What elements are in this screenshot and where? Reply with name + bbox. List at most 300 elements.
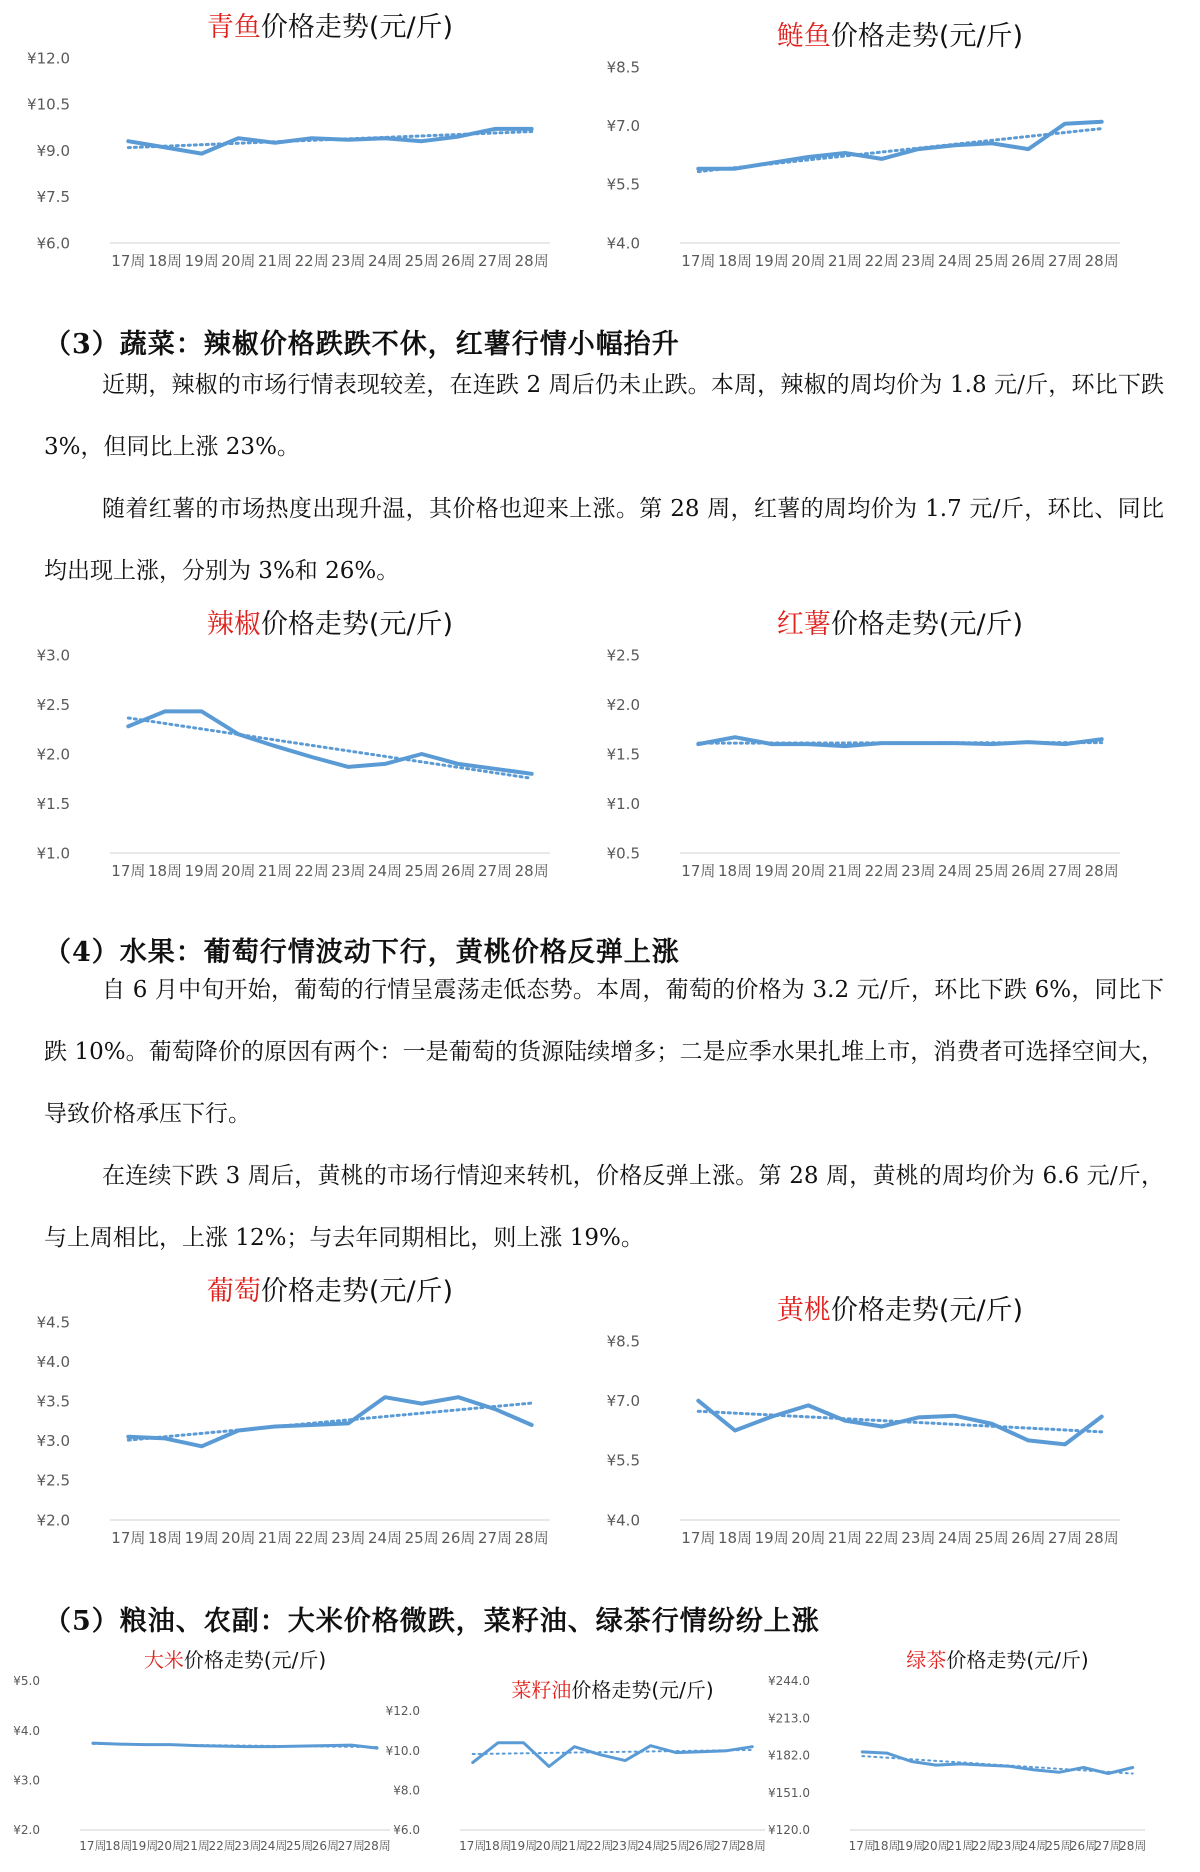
price-point: [325, 1745, 326, 1746]
x-tick-label: 19周: [184, 252, 219, 270]
x-tick-label: 24周: [367, 252, 403, 270]
x-tick-label: 18周: [717, 252, 753, 270]
x-tick-label: 24周: [636, 1839, 665, 1853]
x-tick-label: 23周: [901, 862, 936, 880]
price-point: [698, 168, 699, 169]
x-tick-label: 26周: [311, 1839, 340, 1853]
chart-lianyu-price: [606, 0, 1195, 285]
price-series-line: [698, 737, 1101, 746]
price-point: [1132, 1767, 1133, 1768]
y-tick-label: ¥4.5: [36, 1313, 70, 1332]
price-point: [238, 138, 239, 139]
y-tick-label: ¥5.0: [13, 1674, 40, 1689]
x-tick-label: 26周: [1069, 1839, 1098, 1853]
price-point: [771, 1416, 772, 1417]
chart-green-tea-price: [768, 1645, 1200, 1872]
y-tick-label: ¥244.0: [768, 1674, 810, 1689]
price-point: [165, 1438, 166, 1439]
x-tick-label: 21周: [946, 1839, 975, 1853]
price-point: [201, 711, 202, 712]
y-tick-label: ¥12.0: [27, 49, 70, 68]
y-tick-label: ¥120.0: [768, 1823, 810, 1838]
x-tick-label: 28周: [514, 252, 549, 270]
chart-title: [144, 1648, 326, 1672]
y-tick-label: ¥8.5: [606, 1332, 640, 1351]
x-tick-label: 19周: [509, 1839, 538, 1853]
chart-title-highlight: 大米: [143, 1648, 184, 1672]
x-tick-label: 21周: [257, 1529, 293, 1547]
price-point: [991, 744, 992, 745]
chart-title-highlight: 葡萄: [206, 1276, 261, 1307]
x-tick-label: 22周: [971, 1839, 999, 1853]
x-tick-label: 17周: [111, 1529, 146, 1547]
section-5-heading: （5）粮油、农副：大米价格微跌，菜籽油、绿茶行情纷纷上涨: [44, 1606, 820, 1638]
x-tick-label: 25周: [404, 862, 439, 880]
x-tick-label: 23周: [331, 1529, 366, 1547]
x-tick-label: 22周: [586, 1839, 614, 1853]
x-tick-label: 20周: [221, 862, 256, 880]
price-point: [845, 1420, 846, 1421]
price-point: [421, 141, 422, 142]
price-point: [348, 139, 349, 140]
y-tick-label: ¥7.5: [36, 188, 70, 206]
chart-title: [207, 12, 453, 43]
price-point: [1101, 121, 1102, 122]
price-point: [128, 1436, 129, 1437]
x-tick-label: 27周: [477, 252, 513, 270]
x-tick-label: 23周: [234, 1839, 262, 1853]
price-point: [351, 1745, 352, 1746]
x-tick-label: 22周: [864, 252, 899, 270]
x-tick-label: 27周: [1094, 1839, 1122, 1853]
price-point: [1065, 744, 1066, 745]
chart-title-rest: 价格走势(元/斤): [260, 609, 454, 640]
x-tick-label: 27周: [337, 1839, 365, 1853]
price-point: [201, 153, 202, 154]
x-tick-label: 19周: [184, 862, 219, 880]
y-tick-label: ¥3.0: [36, 1432, 70, 1451]
chart-rice-price: [0, 1645, 400, 1872]
y-tick-label: ¥1.5: [36, 794, 70, 813]
x-tick-label: 19周: [184, 1529, 219, 1547]
y-tick-label: ¥10.0: [385, 1743, 420, 1758]
chart-title: [511, 1678, 713, 1702]
x-tick-label: 17周: [681, 252, 716, 270]
price-point: [165, 147, 166, 148]
y-tick-label: ¥1.0: [606, 794, 640, 813]
y-tick-label: ¥6.0: [393, 1823, 420, 1838]
chart-title-highlight: 绿茶: [906, 1648, 947, 1672]
x-tick-label: 25周: [404, 1529, 439, 1547]
price-point: [170, 1744, 171, 1745]
x-tick-label: 20周: [791, 252, 826, 270]
x-tick-label: 27周: [1047, 252, 1083, 270]
price-point: [881, 1426, 882, 1427]
x-tick-label: 18周: [717, 862, 753, 880]
x-tick-label: 23周: [996, 1839, 1024, 1853]
y-tick-label: ¥2.5: [606, 646, 640, 665]
price-point: [92, 1743, 93, 1744]
price-point: [275, 1426, 276, 1427]
x-tick-label: 25周: [1045, 1839, 1073, 1853]
x-tick-label: 21周: [257, 862, 293, 880]
price-point: [991, 143, 992, 144]
price-point: [918, 1417, 919, 1418]
price-point: [574, 1746, 575, 1747]
y-tick-label: ¥4.0: [606, 1511, 640, 1530]
price-point: [421, 754, 422, 755]
y-tick-label: ¥182.0: [768, 1748, 810, 1763]
price-point: [311, 756, 312, 757]
price-point: [495, 768, 496, 769]
x-tick-label: 24周: [937, 1529, 973, 1547]
price-point: [1028, 742, 1029, 743]
x-tick-label: 28周: [1084, 252, 1119, 270]
price-point: [165, 711, 166, 712]
x-tick-label: 26周: [1011, 1529, 1046, 1547]
x-tick-label: 22周: [864, 1529, 899, 1547]
price-point: [128, 726, 129, 727]
x-tick-label: 17周: [459, 1839, 487, 1853]
price-point: [247, 1746, 248, 1747]
x-tick-label: 24周: [937, 252, 973, 270]
y-tick-label: ¥8.5: [606, 58, 640, 77]
x-tick-label: 17周: [681, 862, 716, 880]
y-tick-label: ¥2.0: [36, 745, 70, 764]
price-point: [472, 1762, 473, 1763]
x-tick-label: 28周: [1119, 1839, 1147, 1853]
x-tick-label: 26周: [687, 1839, 716, 1853]
y-tick-label: ¥6.0: [36, 234, 70, 253]
y-tick-label: ¥2.0: [606, 695, 640, 714]
x-tick-label: 27周: [477, 862, 513, 880]
y-tick-label: ¥9.0: [36, 141, 70, 160]
chart-title-rest: 价格走势(元/斤): [946, 1648, 1089, 1672]
x-tick-label: 21周: [827, 1529, 863, 1547]
x-tick-label: 23周: [331, 862, 366, 880]
y-tick-label: ¥3.0: [13, 1773, 40, 1788]
price-point: [1058, 1772, 1059, 1773]
chart-title-rest: 价格走势(元/斤): [260, 1276, 454, 1307]
x-tick-label: 22周: [864, 862, 899, 880]
x-tick-label: 17周: [848, 1839, 876, 1853]
price-point: [955, 145, 956, 146]
section-4-heading: （4）水果：葡萄行情波动下行，黄桃价格反弹上涨: [44, 937, 680, 969]
price-point: [523, 1742, 524, 1743]
x-tick-label: 25周: [974, 862, 1009, 880]
price-point: [201, 1446, 202, 1447]
x-tick-label: 26周: [441, 252, 476, 270]
y-tick-label: ¥151.0: [768, 1785, 810, 1800]
chart-title-rest: 价格走势(元/斤): [830, 609, 1024, 640]
x-tick-label: 23周: [901, 1529, 936, 1547]
x-tick-label: 20周: [156, 1839, 185, 1853]
x-tick-label: 28周: [363, 1839, 391, 1853]
price-point: [299, 1746, 300, 1747]
x-tick-label: 18周: [873, 1839, 901, 1853]
price-point: [548, 1766, 549, 1767]
chart-title: [207, 1276, 453, 1307]
price-point: [421, 1403, 422, 1404]
price-point: [808, 744, 809, 745]
paragraph-yellow-peach: 在连续下跌 3 周后，黄桃的市场行情迎来转机，价格反弹上涨。第 28 周，黄桃的周均价为 6.6 元/斤，与上周相比，上涨 12%；与去年同期相比，则上涨 19%。: [44, 1163, 1164, 1251]
price-point: [311, 1424, 312, 1425]
y-tick-label: ¥8.0: [393, 1783, 420, 1798]
x-tick-label: 17周: [681, 1529, 716, 1547]
price-point: [238, 1430, 239, 1431]
price-point: [960, 1763, 961, 1764]
x-tick-label: 19周: [754, 862, 789, 880]
x-tick-label: 23周: [331, 252, 366, 270]
y-tick-label: ¥3.5: [36, 1392, 70, 1411]
x-tick-label: 28周: [1084, 862, 1119, 880]
chart-title-highlight: 辣椒: [206, 609, 261, 640]
chart-title: [777, 1295, 1023, 1326]
x-tick-label: 20周: [922, 1839, 950, 1853]
x-tick-label: 27周: [1047, 1529, 1083, 1547]
price-point: [911, 1761, 912, 1762]
price-point: [845, 746, 846, 747]
price-point: [881, 158, 882, 159]
price-point: [985, 1765, 986, 1766]
price-series-line: [862, 1752, 1132, 1774]
price-point: [377, 1748, 378, 1749]
trend-line: [128, 718, 531, 778]
price-point: [808, 156, 809, 157]
price-point: [650, 1745, 651, 1746]
price-point: [385, 138, 386, 139]
trend-line: [128, 1403, 531, 1440]
chart-title: [207, 609, 453, 640]
price-point: [845, 153, 846, 154]
price-point: [698, 744, 699, 745]
x-tick-label: 21周: [560, 1839, 589, 1853]
price-series-line: [128, 711, 531, 773]
price-point: [273, 1746, 274, 1747]
price-point: [222, 1746, 223, 1747]
price-series-line: [698, 122, 1101, 169]
x-tick-label: 19周: [897, 1839, 926, 1853]
price-point: [862, 1751, 863, 1752]
price-point: [275, 746, 276, 747]
price-point: [625, 1760, 626, 1761]
x-tick-label: 17周: [79, 1839, 107, 1853]
price-point: [701, 1751, 702, 1752]
chart-title-highlight: 鲢鱼: [776, 21, 831, 52]
x-tick-label: 25周: [285, 1839, 314, 1853]
chart-title-rest: 价格走势(元/斤): [830, 1295, 1024, 1326]
x-tick-label: 26周: [1011, 862, 1046, 880]
x-tick-label: 28周: [1084, 1529, 1119, 1547]
x-tick-label: 21周: [827, 252, 863, 270]
y-tick-label: ¥7.0: [606, 1391, 640, 1410]
x-tick-label: 25周: [974, 1529, 1009, 1547]
price-point: [735, 1430, 736, 1431]
price-point: [735, 737, 736, 738]
x-tick-label: 18周: [717, 1529, 753, 1547]
price-point: [531, 1424, 532, 1425]
x-tick-label: 27周: [1047, 862, 1083, 880]
price-point: [955, 1415, 956, 1416]
paragraph-chili: 近期，辣椒的市场行情表现较差，在连跌 2 周后仍未止跌。本周，辣椒的周均价为 1.8 元/斤，环比下跌 3%，但同比上涨 23%。: [44, 372, 1164, 460]
x-tick-label: 21周: [257, 252, 293, 270]
price-point: [955, 743, 956, 744]
chart-qingyu-price: [0, 0, 575, 285]
y-tick-label: ¥4.0: [606, 234, 640, 253]
price-point: [599, 1754, 600, 1755]
x-tick-label: 26周: [441, 1529, 476, 1547]
y-tick-label: ¥213.0: [768, 1711, 810, 1726]
price-point: [1101, 1416, 1102, 1417]
x-tick-label: 24周: [937, 862, 973, 880]
price-point: [1028, 149, 1029, 150]
price-point: [348, 1423, 349, 1424]
price-series-line: [473, 1743, 753, 1767]
chart-title-rest: 价格走势(元/斤): [830, 21, 1024, 52]
price-point: [1009, 1766, 1010, 1767]
x-tick-label: 18周: [147, 252, 183, 270]
price-point: [698, 1400, 699, 1401]
x-tick-label: 24周: [367, 1529, 403, 1547]
price-series-line: [128, 129, 531, 154]
x-tick-label: 21周: [827, 862, 863, 880]
x-tick-label: 17周: [111, 252, 146, 270]
chart-title: [777, 609, 1023, 640]
y-tick-label: ¥2.0: [36, 1511, 70, 1530]
price-point: [144, 1744, 145, 1745]
chart-chili-price: [0, 609, 575, 900]
x-tick-label: 28周: [738, 1839, 766, 1853]
price-series-line: [698, 1401, 1101, 1445]
y-tick-label: ¥2.5: [36, 1471, 70, 1490]
y-tick-label: ¥2.0: [13, 1823, 40, 1838]
price-point: [918, 149, 919, 150]
x-tick-label: 22周: [294, 862, 329, 880]
x-tick-label: 18周: [147, 862, 183, 880]
x-tick-label: 23周: [901, 252, 936, 270]
price-point: [1034, 1769, 1035, 1770]
x-tick-label: 26周: [441, 862, 476, 880]
price-point: [385, 1397, 386, 1398]
x-tick-label: 22周: [208, 1839, 236, 1853]
price-point: [752, 1746, 753, 1747]
price-point: [531, 128, 532, 129]
x-tick-label: 23周: [611, 1839, 639, 1853]
price-point: [495, 1409, 496, 1410]
y-tick-label: ¥0.5: [606, 844, 640, 863]
price-series-line: [128, 1397, 531, 1446]
y-tick-label: ¥10.5: [27, 95, 70, 114]
x-tick-label: 24周: [367, 862, 403, 880]
price-point: [458, 1397, 459, 1398]
chart-title-rest: 价格走势(元/斤): [260, 12, 454, 43]
section-3-heading: （3）蔬菜：辣椒价格跌跌不休，红薯行情小幅抬升: [44, 329, 680, 361]
price-point: [1065, 1444, 1066, 1445]
price-point: [808, 1405, 809, 1406]
x-tick-label: 28周: [514, 1529, 549, 1547]
chart-title-highlight: 黄桃: [776, 1295, 831, 1326]
y-tick-label: ¥4.0: [36, 1352, 70, 1371]
price-point: [311, 138, 312, 139]
price-point: [676, 1752, 677, 1753]
x-tick-label: 20周: [791, 862, 826, 880]
chart-title-highlight: 青鱼: [206, 12, 261, 43]
chart-rapeseed-oil-price: [385, 1645, 780, 1872]
y-tick-label: ¥7.0: [606, 116, 640, 135]
price-point: [1083, 1767, 1084, 1768]
x-tick-label: 18周: [484, 1839, 512, 1853]
chart-title-rest: 价格走势(元/斤): [571, 1678, 714, 1702]
price-point: [495, 128, 496, 129]
x-tick-label: 17周: [111, 862, 146, 880]
price-point: [128, 141, 129, 142]
price-point: [458, 136, 459, 137]
price-point: [936, 1765, 937, 1766]
x-tick-label: 22周: [294, 252, 329, 270]
y-tick-label: ¥5.5: [606, 1451, 640, 1470]
price-point: [498, 1742, 499, 1743]
chart-title-highlight: 红薯: [776, 609, 831, 640]
price-point: [735, 168, 736, 169]
x-tick-label: 21周: [182, 1839, 210, 1853]
price-point: [918, 743, 919, 744]
price-point: [1028, 1440, 1029, 1441]
x-tick-label: 28周: [514, 862, 549, 880]
y-tick-label: ¥12.0: [385, 1704, 420, 1719]
chart-grape-price: [0, 1276, 575, 1565]
x-tick-label: 18周: [147, 1529, 183, 1547]
chart-sweet-potato-price: [606, 609, 1195, 900]
x-tick-label: 19周: [754, 1529, 789, 1547]
y-tick-label: ¥1.0: [36, 844, 70, 863]
chart-title-rest: 价格走势(元/斤): [183, 1648, 327, 1672]
paragraph-grape: 自 6 月中旬开始，葡萄的行情呈震荡走低态势。本周，葡萄的价格为 3.2 元/斤，环比下跌 6%，同比下跌 10%。葡萄降价的原因有两个：一是葡萄的货源陆续增多；二是应季水果扎堆上市，消费者可选择空间大，导致价格承压下行。: [44, 977, 1164, 1127]
x-tick-label: 19周: [754, 252, 789, 270]
price-point: [771, 162, 772, 163]
x-tick-label: 18周: [105, 1839, 133, 1853]
price-point: [385, 763, 386, 764]
price-point: [275, 142, 276, 143]
x-tick-label: 20周: [221, 252, 256, 270]
x-tick-label: 20周: [535, 1839, 563, 1853]
price-point: [531, 773, 532, 774]
chart-yellow-peach-price: [606, 1280, 1195, 1565]
x-tick-label: 24周: [1020, 1839, 1049, 1853]
x-tick-label: 25周: [662, 1839, 690, 1853]
x-tick-label: 24周: [260, 1839, 288, 1853]
price-point: [1101, 739, 1102, 740]
x-tick-label: 25周: [404, 252, 439, 270]
price-point: [886, 1753, 887, 1754]
y-tick-label: ¥1.5: [606, 745, 640, 764]
y-tick-label: ¥3.0: [36, 646, 70, 665]
paragraph-sweet-potato: 随着红薯的市场热度出现升温，其价格也迎来上涨。第 28 周，红薯的周均价为 1.7 元/斤，环比、同比均出现上涨，分别为 3%和 26%。: [44, 496, 1164, 584]
price-point: [196, 1745, 197, 1746]
y-tick-label: ¥2.5: [36, 695, 70, 714]
price-point: [238, 734, 239, 735]
x-tick-label: 26周: [1011, 252, 1046, 270]
price-point: [1065, 123, 1066, 124]
y-tick-label: ¥5.5: [606, 175, 640, 194]
price-point: [458, 763, 459, 764]
x-tick-label: 22周: [294, 1529, 329, 1547]
price-point: [348, 766, 349, 767]
x-tick-label: 25周: [974, 252, 1009, 270]
chart-title: [777, 21, 1023, 52]
x-tick-label: 20周: [221, 1529, 256, 1547]
x-tick-label: 27周: [713, 1839, 741, 1853]
price-point: [118, 1744, 119, 1745]
